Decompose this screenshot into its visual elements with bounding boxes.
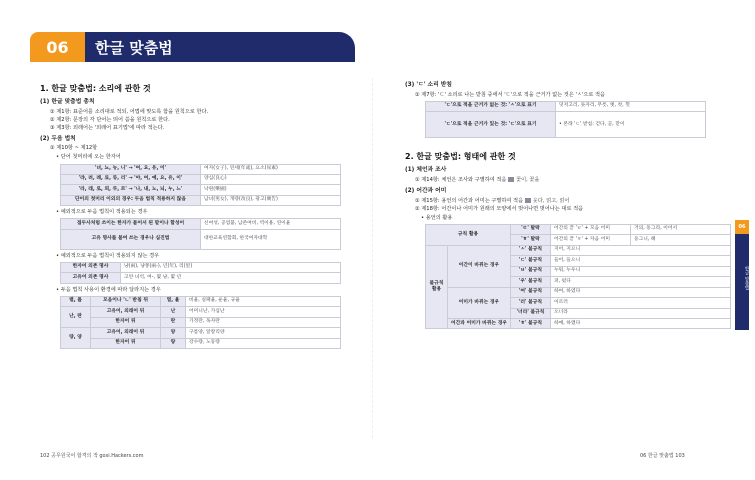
example-icon xyxy=(508,177,514,182)
rule-cell: '녀, 뇨, 뉴, 니' → '여, 요, 유, 이' xyxy=(61,164,201,174)
right-page xyxy=(405,78,750,438)
cell: 량 xyxy=(161,338,186,348)
table-d-sound xyxy=(425,101,706,138)
cell: '우' 불규칙 xyxy=(510,277,550,287)
bullet: • 용언의 활용 xyxy=(421,214,453,221)
list-item: ② 제18항: 어간이나 어미가 원래의 모양에서 벗어나면 벗어나는 대로 적음 xyxy=(415,205,584,212)
chapter-number: 06 xyxy=(30,32,85,62)
example-cell: 대한교육연합회, 한국여자대학 xyxy=(201,229,341,249)
section-2-title: 2. 한글 맞춤법: 형태에 관한 것 xyxy=(405,152,516,162)
example-cell: 남녀(男女), 개량(改良), 광고(廣告) xyxy=(201,195,341,205)
rule-cell: '라, 래, 로, 뢰, 루, 르' → '나, 내, 노, 뇌, 누, 느' xyxy=(61,185,201,195)
cell: 고유어, 외래어 뒤 xyxy=(91,307,161,317)
cell: 둥그니, 헤 xyxy=(630,235,730,245)
table-row xyxy=(61,164,341,174)
cell: 불규칙 활용 xyxy=(426,245,448,329)
rule-cell: 접두사처럼 쓰이는 한자가 붙어서 된 말이나 합성어 xyxy=(61,219,201,229)
example-cell: 여자(女子), 연세(年歲), 요소(尿素) xyxy=(201,164,341,174)
bullet: • 예외적으로 두음 법칙이 적용되는 경우 xyxy=(56,209,148,216)
cell: 거의, 동그라, 이어서 xyxy=(630,224,730,234)
cell: 난 xyxy=(161,307,186,317)
list-item: ③ 제3항: 외래어는 '외래어 표기법'에 따라 적는다. xyxy=(50,124,165,131)
cell: 비율, 실패율, 운율, 규율 xyxy=(186,296,341,306)
rule-cell: '랴, 려, 례, 료, 류, 리' → '야, 여, 예, 요, 유, 이' xyxy=(61,174,201,184)
list-item xyxy=(415,198,750,205)
table-row xyxy=(61,195,341,205)
cell: '러' 불규칙 xyxy=(510,298,550,308)
subsection-title: (2) 어간과 어미 xyxy=(405,187,447,194)
cell: 누워, 누우니 xyxy=(550,266,730,276)
table-row xyxy=(61,262,341,272)
cell: 양 xyxy=(161,328,186,338)
cell: 지어, 지으니 xyxy=(550,245,730,255)
table-exception-applied xyxy=(60,218,341,249)
list-item: ② 제2항: 문장의 각 단어는 띄어 씀을 원칙으로 한다. xyxy=(50,116,170,123)
table-row xyxy=(61,229,341,249)
table-row xyxy=(426,245,731,255)
list-item: ① 제7항: 'ㄷ' 소리로 나는 받침 중에서 'ㄷ'으로 적을 근거가 없는 것은 'ㅅ'으로 적음 xyxy=(415,91,606,98)
table-conjugation xyxy=(425,224,731,330)
example-icon xyxy=(525,198,531,203)
side-tab-label: 한글 맞춤법 xyxy=(744,266,749,290)
cell: 난, 란 xyxy=(61,307,91,328)
cell: 어간의 끝 'ㅎ' + 자음 어미 xyxy=(550,235,630,245)
cell: '여' 불규칙 xyxy=(510,287,550,297)
list-item: ① 제1항: 표준어를 소리대로 적되, 어법에 맞도록 함을 원칙으로 한다. xyxy=(50,108,209,115)
cell: 'ㄷ' 불규칙 xyxy=(510,256,550,266)
table-exception-not-applied xyxy=(60,262,341,284)
rule-cell: 고유어 의존 명사 xyxy=(61,273,121,283)
cell: 규칙 활용 xyxy=(426,224,511,245)
side-tab[interactable] xyxy=(735,220,749,330)
subsection-title: (3) 'ㄷ' 소리 받침 xyxy=(405,82,452,88)
example-text: 웃다, 얽고, 얽어 xyxy=(532,197,570,204)
cell: 'ㅎ' 불규칙 xyxy=(510,319,550,329)
table-row xyxy=(61,307,341,317)
table-row xyxy=(61,338,341,348)
example-cell: • 본래 'ㄷ' 받침: 걷다, 곧, 맏이 xyxy=(556,112,706,138)
side-tab-number: 06 xyxy=(735,220,749,234)
table-row xyxy=(61,328,341,338)
table-row xyxy=(426,319,731,329)
cell: 어간의 끝 'ㄹ' + 모음 어미 xyxy=(550,224,630,234)
cell: 하얘, 하얬다 xyxy=(550,319,730,329)
example-cell: 신여성, 공염불, 남존여비, 역이용, 연이율 xyxy=(201,219,341,229)
cell: 어미가 바뀌는 경우 xyxy=(448,287,511,318)
bullet: • 예외적으로 두음 법칙이 적용되지 않는 경우 xyxy=(56,252,160,259)
example-cell: 냥(兩), 냥쭝(兩-), 년(年), 리(里) xyxy=(121,262,341,272)
example-text: 꽃이, 꽃을 xyxy=(516,176,540,183)
subsection-title: (1) 체언과 조사 xyxy=(405,167,447,174)
cell: 구름양, 알칼리양 xyxy=(186,328,341,338)
table-row xyxy=(426,224,731,234)
table-row xyxy=(426,101,706,111)
table-row xyxy=(61,273,341,283)
example-cell: 낙원(樂園) xyxy=(201,185,341,195)
rule-cell: 단어의 첫머리 이외의 경우: 두음 법칙 적용하지 않음 xyxy=(61,195,201,205)
list-item: ① 제10항 ~ 제12항 xyxy=(50,145,98,152)
cell: 한자어 뒤 xyxy=(91,338,161,348)
list-item xyxy=(415,177,750,184)
cell: 열, 율 xyxy=(161,296,186,306)
cell: 하여, 하였다 xyxy=(550,287,730,297)
cell: 어머니난, 가십난 xyxy=(186,307,341,317)
cell: 렬, 률 xyxy=(61,296,91,306)
cell: 란 xyxy=(161,317,186,327)
subsection-title: (2) 두음 법칙 xyxy=(40,135,76,142)
cell: 량, 양 xyxy=(61,328,91,349)
cell: 고유어, 외래어 뒤 xyxy=(91,328,161,338)
example-cell: 양심(良心) xyxy=(201,174,341,184)
cell: 어간이 바뀌는 경우 xyxy=(448,245,511,287)
example-cell: 고얀 녀석, 여-, 몇 냥, 몇 년 xyxy=(121,273,341,283)
table-row xyxy=(61,219,341,229)
rule-text: ① 제14항: 체언은 조사와 구별하여 적음 xyxy=(415,176,507,183)
section-1-title: 1. 한글 맞춤법: 소리에 관한 것 xyxy=(40,84,151,93)
cell: 모음이나 'ㄴ' 받침 뒤 xyxy=(91,296,161,306)
bullet: • 두음 법칙 사용이 환경에 따라 달라지는 경우 xyxy=(56,286,161,293)
cell: 'ㅅ' 불규칙 xyxy=(510,245,550,255)
table-environment xyxy=(60,296,341,349)
cell: 가정란, 독자란 xyxy=(186,317,341,327)
table-row xyxy=(61,296,341,306)
bullet: • 단어 첫머리에 오는 한자어 xyxy=(56,154,121,161)
cell: 오너라 xyxy=(550,308,730,318)
table-row xyxy=(61,317,341,327)
cell: 'ㅎ' 탈락 xyxy=(510,235,550,245)
example-cell: 덧저고리, 돗자리, 무릇, 옛, 첫, 헛 xyxy=(556,101,706,111)
cell: 이르러 xyxy=(550,298,730,308)
table-row xyxy=(61,174,341,184)
rule-text: ① 제15항: 용언의 어간과 어미는 구별하여 적음 xyxy=(415,197,524,204)
chapter-title: 한글 맞춤법 xyxy=(85,32,355,62)
rule-cell: 한자어 의존 명사 xyxy=(61,262,121,272)
cell: 어간과 어미가 바뀌는 경우 xyxy=(448,319,511,329)
cell: 강수량, 노동량 xyxy=(186,338,341,348)
cell: 'ㅂ' 불규칙 xyxy=(510,266,550,276)
cell: '너라' 불규칙 xyxy=(510,308,550,318)
table-row xyxy=(426,287,731,297)
rule-cell: 'ㄷ'으로 적을 근거가 없는 것: 'ㅅ'으로 표기 xyxy=(426,101,556,111)
table-row xyxy=(426,112,706,138)
footer-left: 102 공무원국어 합격의 적 gosi.Hackers.com xyxy=(40,453,144,459)
rule-cell: 'ㄷ'으로 적을 근거가 있는 것: 'ㄷ'으로 표기 xyxy=(426,112,556,138)
left-page xyxy=(40,78,385,438)
cell: 퍼, 펐다 xyxy=(550,277,730,287)
cell: 'ㄹ' 탈락 xyxy=(510,224,550,234)
cell: 한자어 뒤 xyxy=(91,317,161,327)
table-initial-law xyxy=(60,164,341,207)
footer-right: 06 한글 맞춤법 103 xyxy=(640,453,685,459)
table-row xyxy=(61,185,341,195)
subsection-title: (1) 한글 맞춤법 총칙 xyxy=(40,98,95,105)
cell: 들어, 들으니 xyxy=(550,256,730,266)
rule-cell: 고유 명사를 붙여 쓰는 경우나 십진법 xyxy=(61,229,201,249)
